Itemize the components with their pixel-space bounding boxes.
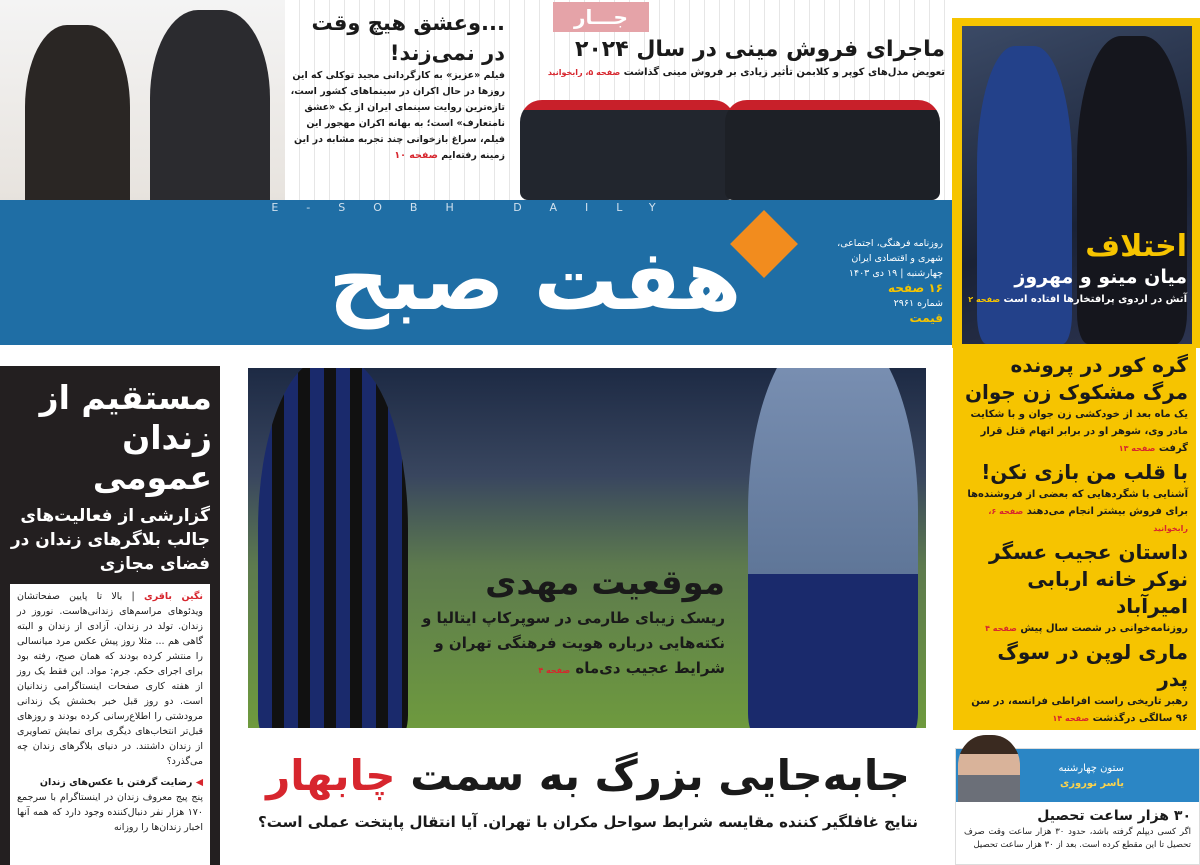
column-author: یاسر نوروزی (1060, 778, 1124, 789)
author: نگین باقری (143, 591, 203, 602)
film-page: صفحه ۱۰ (394, 150, 438, 161)
masthead-info (818, 236, 943, 326)
main-headline[interactable] (228, 745, 948, 831)
story-title: ماری لوپن در سوگ پدر (997, 640, 1188, 691)
yellow-story[interactable] (961, 639, 1188, 727)
column-title: ۳۰ هزار ساعت تحصیل (1037, 808, 1191, 824)
column-header (956, 749, 1199, 802)
film-body: فیلم «عزیز» به کارگردانی مجید توکلی که این روزها در حال اکران در سینماهای کشور است، تازه‌ترین روایت سینمای ایران از یک «عشق نامتعارف» است؛ به بهانه اکران مهجور این فیلم، سراغ بازخوانی چند تجربه مشابه در این زمینه رفته‌ایم (290, 70, 505, 161)
mahdi-body: ریسک زیبای طارمی در سوپرکاپ ایتالیا و نکته‌هایی درباره هویت فرهنگی تهران و شرایط عجیب دی‌ماه (422, 609, 725, 677)
story-title: با قلب من بازی نکن! (981, 460, 1188, 484)
story-body: رهبر تاریخی راست افراطی فرانسه، در سن ۹۶ سالگی درگذشت (971, 696, 1188, 724)
column-box[interactable] (955, 748, 1200, 865)
prison-body-box: نگین باقری | بالا تا پایین صفحاتشان ویدئوهای مراسم‌های زندانی‌هاست. نوروز در زندان. تولد در زندان. آزادی از زندان و البته گاهی هم ... مثلا روز پیش عکس مرد میانسالی را منتشر کرده بودند که همان صبح، رفته بود برای اجرای حکم. جرم: مواد. این فقط یک روز از هفته کاری صفحات اینستاگرامی زندانیان است. دو روز قبل خبر بخشش یک زندانی مرودشتی را اطلاع‌رسانی کرده بودند و روزهای قبل‌تر انتخاب‌های دیگری برای نمایش تصاویری از زندان داشتند. در دنیای بلاگرهای زندان چه می‌گذرد؟ ◀ رضایت گرفتن با عکس‌های زندان پنج پیج معروف زندان در اینستاگرام با سرجمع ۱۷۰ هزار نفر دنبال‌کننده وجود دارد که همه آنها اخبار زندان‌ها را روزانه (10, 584, 210, 865)
actor-figure (150, 10, 270, 230)
column-body: اگر کسی دیپلم گرفته باشد، حدود ۳۰ هزار ساعت وقت صرف تحصیل تا این مقطع کرده است. بعد از ۳۰ هزار ساعت تحصیل (964, 827, 1191, 850)
column-label: ستون چهارشنبه (1058, 763, 1124, 774)
yellow-story[interactable] (961, 352, 1188, 457)
film-story[interactable] (285, 8, 505, 164)
author-avatar (958, 735, 1020, 802)
info-line: شهری و اقتصادی ایران (851, 253, 943, 264)
story-page: صفحه ۴ (985, 624, 1017, 633)
ikhtelaf-page: صفحه ۲ (968, 295, 1001, 304)
yellow-column (953, 348, 1196, 730)
story-page: صفحه ۱۳ (1118, 444, 1156, 453)
mahdi-title: موقعیت مهدی (485, 563, 725, 603)
film-title: ...وعشق هیچ وقت در نمی‌زند! (311, 11, 505, 65)
prison-story[interactable] (0, 366, 220, 865)
headline-part: جابه‌جایی بزرگ به سمت (395, 751, 910, 800)
headline-sub: نتایج غافلگیر کننده مقایسه شرایط سواحل مکران با تهران. آیا انتقال پایتخت عملی است؟ (258, 813, 918, 831)
prison-title: مستقیم از زندان عمومی (39, 378, 212, 497)
player-figure (748, 368, 918, 728)
mahdi-story[interactable] (395, 560, 725, 683)
story-body: یک ماه بعد از خودکشی زن جوان و با شکایت مادر وی، شوهر او در برابر اتهام قتل قرار گرفت (970, 409, 1188, 454)
mini-title: ماجرای فروش مینی در سال ۲۰۲۴ (574, 37, 945, 62)
bullet-icon: ◀ (195, 777, 203, 788)
prison-body: بالا تا پایین صفحاتشان ویدئوهای مراسم‌های زندانی‌هاست. نوروز در زندان. تولد در زندان. آزادی از زندان و البته گاهی هم ... مثلا روز پیش عکس مرد میانسالی را منتشر کرده بودند که همان صبح، رفته بود برای اجرای حکم. جرم: مواد. این فقط یک روز از هفته کاری صفحات اینستاگرامی زندانیان است. دو روز قبل خبر بخشش یک زندانی مرودشتی را اطلاع‌رسانی کرده بودند و روزهای قبل‌تر انتخاب‌های دیگری برای نمایش تصاویری از زندان داشتند. در دنیای بلاگرهای زندان چه می‌گذرد؟ (17, 591, 203, 767)
ikhtelaf-story[interactable] (962, 228, 1187, 305)
yellow-story[interactable] (961, 539, 1188, 637)
logo[interactable]: هفت صبح (328, 231, 742, 329)
page-count: ۱۶ صفحه (888, 281, 943, 295)
prison-subhead: رضایت گرفتن با عکس‌های زندان (39, 777, 193, 788)
ikhtelaf-sub: میان مینو و مهروز (1014, 266, 1187, 288)
mahdi-page: صفحه ۴ (538, 666, 571, 675)
player-figure (258, 368, 408, 728)
mini-story[interactable] (505, 36, 945, 78)
section-badge: جـــار (553, 2, 649, 32)
mini-page: صفحه ۵، رابخوانید (547, 68, 621, 77)
story-title: گره کور در پرونده مرگ مشکوک زن جوان (964, 353, 1188, 404)
story-body: روزنامه‌خوانی در شصت سال پیش (1020, 623, 1188, 634)
car-image (725, 100, 940, 200)
headline-highlight: چابهار (266, 751, 396, 800)
ikhtelaf-desc: آتش در اردوی پرافتخارها افتاده است (1003, 294, 1187, 305)
story-title: داستان عجیب عسگر نوکر خانه اربابی امیرآباد (989, 540, 1188, 618)
prison-body2: پنج پیج معروف زندان در اینستاگرام با سرجمع ۱۷۰ هزار نفر دنبال‌کننده وجود دارد که همه آنها اخبار زندان‌ها را روزانه (17, 792, 203, 833)
issue-number: شماره ۲۹۶۱ (893, 298, 943, 309)
prison-sub: گزارشی از فعالیت‌های جالب بلاگرهای زندان در فضای مجازی (10, 506, 210, 574)
masthead-letters: E-SOBH DAILY (271, 201, 684, 214)
story-body: آشنایی با شگردهایی که بعضی از فروشنده‌ها برای فروش بیشتر انجام می‌دهند (967, 489, 1188, 517)
price: قیمت (909, 311, 943, 325)
info-line: روزنامه فرهنگی، اجتماعی، (837, 238, 943, 249)
car-image (520, 100, 735, 200)
ikhtelaf-title: اختلاف (1085, 229, 1187, 264)
story-page: صفحه ۶، رابخوانید (988, 507, 1188, 533)
yellow-story[interactable] (961, 459, 1188, 537)
story-page: صفحه ۱۴ (1052, 714, 1090, 723)
mini-sub: تعویض مدل‌های کوپر و کلابمن تأثیر زیادی بر فروش مینی گذاشت (623, 67, 945, 78)
date: چهارشنبه | ۱۹ دی ۱۴۰۳ (848, 268, 943, 279)
